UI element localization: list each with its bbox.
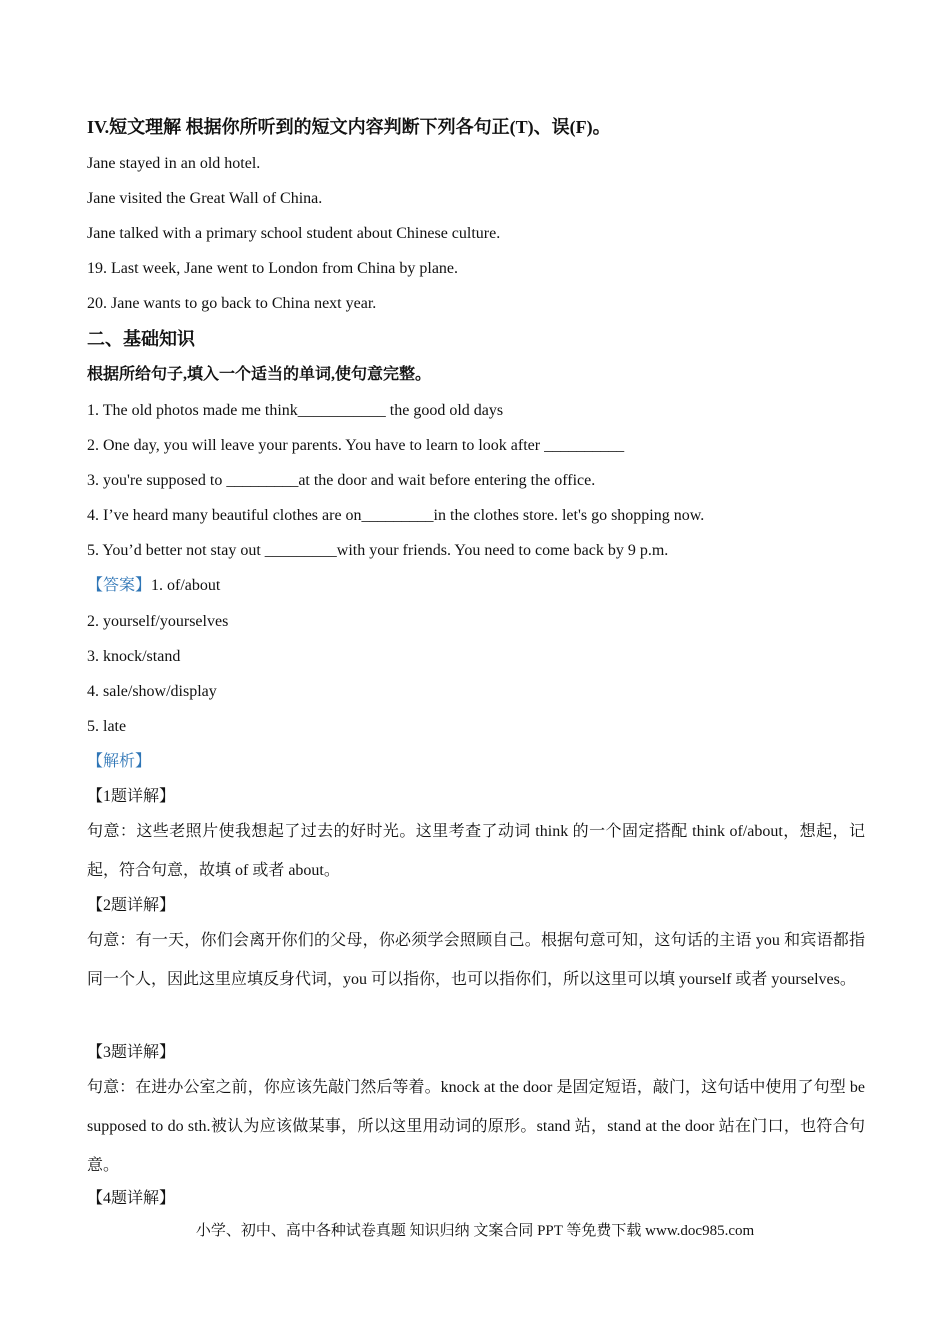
listening-statement: 20. Jane wants to go back to China next year. bbox=[87, 295, 377, 312]
detail-2-title: 【2题详解】 bbox=[87, 897, 176, 914]
detail-1-title: 【1题详解】 bbox=[87, 788, 176, 805]
answer-4: 4. sale/show/display bbox=[87, 683, 217, 700]
answer-label: 【答案】 bbox=[87, 577, 152, 594]
answer-line bbox=[87, 575, 220, 597]
listening-statement: 19. Last week, Jane went to London from China by plane. bbox=[87, 260, 459, 277]
page-footer: 小学、初中、高中各种试卷真题 知识归纳 文案合同 PPT 等免费下载 www.doc985.com bbox=[195, 1223, 755, 1239]
listening-statement: Jane visited the Great Wall of China. bbox=[87, 190, 323, 207]
section-2-instruction: 根据所给句子,填入一个适当的单词,使句意完整。 bbox=[87, 366, 432, 383]
fill-blank-question: 2. One day, you will leave your parents. You have to learn to look after __________ bbox=[87, 437, 625, 454]
answer-1: 1. of/about bbox=[151, 577, 221, 594]
answer-5: 5. late bbox=[87, 718, 127, 735]
fill-blank-question: 1. The old photos made me think___________ the good old days bbox=[87, 402, 504, 419]
listening-statement: Jane stayed in an old hotel. bbox=[87, 155, 261, 172]
detail-4-title: 【4题详解】 bbox=[87, 1190, 176, 1207]
fill-blank-question: 4. I’ve heard many beautiful clothes are on_________in the clothes store. let's go shopping now. bbox=[87, 507, 705, 524]
detail-2-text: 句意：有一天，你们会离开你们的父母，你必须学会照顾自己。根据句意可知，这句话的主语 you 和宾语都指同一个人，因此这里应填反身代词，you 可以指你，也可以指你们，所以这里可以填 yourself 或者 yourselves。 bbox=[87, 932, 865, 988]
detail-3-text: 句意：在进办公室之前，你应该先敲门然后等着。knock at the door 是固定短语，敲门，这句话中使用了句型 be supposed to do sth.被认为应该做某事，所以这里用动词的原形。stand 站，stand at the door 站在门口，也符合句意。 bbox=[87, 1079, 865, 1174]
detail-3-title: 【3题详解】 bbox=[87, 1044, 176, 1061]
listening-statement: Jane talked with a primary school student about Chinese culture. bbox=[87, 225, 501, 242]
analysis-label: 【解析】 bbox=[87, 753, 152, 770]
answer-3: 3. knock/stand bbox=[87, 648, 181, 665]
section-2-heading: 二、基础知识 bbox=[87, 329, 195, 349]
answer-2: 2. yourself/yourselves bbox=[87, 613, 229, 630]
section-4-heading: IV.短文理解 根据你所听到的短文内容判断下列各句正(T)、误(F)。 bbox=[87, 117, 611, 137]
fill-blank-question: 5. You’d better not stay out _________with your friends. You need to come back by 9 p.m. bbox=[87, 542, 669, 559]
fill-blank-question: 3. you're supposed to _________at the door and wait before entering the office. bbox=[87, 472, 596, 489]
detail-1-text: 句意：这些老照片使我想起了过去的好时光。这里考查了动词 think 的一个固定搭配 think of/about，想起，记起，符合句意，故填 of 或者 about。 bbox=[87, 823, 865, 879]
